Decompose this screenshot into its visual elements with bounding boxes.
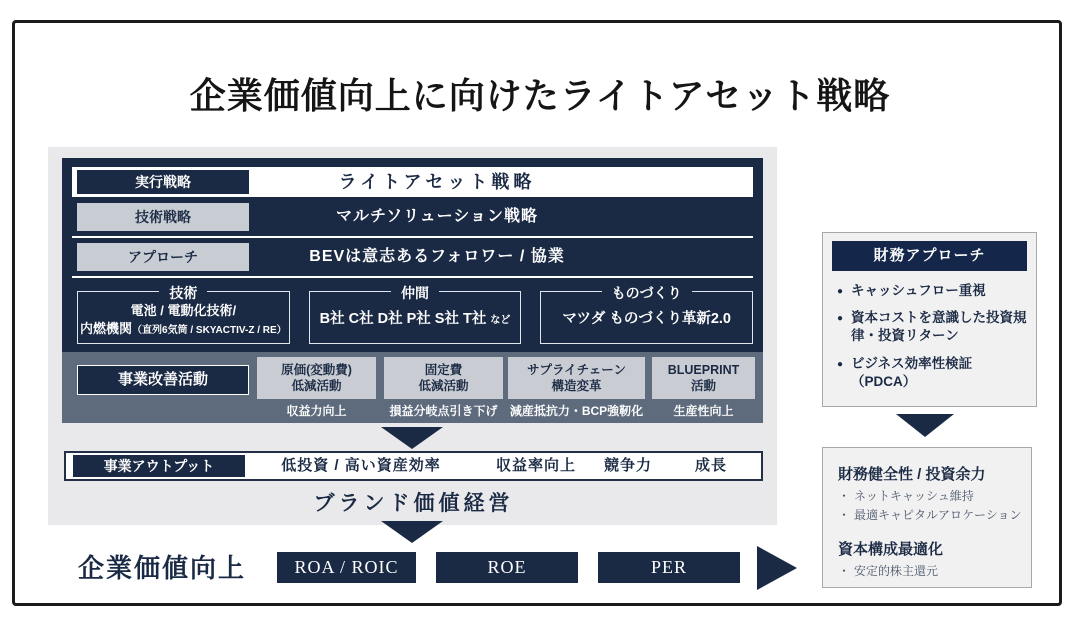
- bullet-dot-icon: ・: [838, 564, 851, 579]
- down-arrow-icon: [381, 521, 443, 543]
- improvement-box-cost: 原価(変動費) 低減活動: [257, 357, 376, 399]
- pillar-partners-line1: B社 C社 D社 P社 S社 T社: [319, 311, 487, 328]
- approach-label: アプローチ: [77, 243, 249, 271]
- finance-approach-header: 財務アプローチ: [832, 241, 1027, 271]
- pillar-partners: [309, 285, 522, 344]
- improvement-caption-supplychain: 減産抵抗力・BCP強靭化: [509, 404, 644, 418]
- kpi-per: PER: [598, 552, 740, 583]
- down-arrow-icon: [381, 427, 443, 449]
- pillar-technology-line2-detail: （直列6気筒 / SKYACTIV-Z / RE）: [132, 325, 287, 336]
- output-label: 事業アウトプット: [73, 455, 245, 477]
- improvement-box-supplychain: サプライチェーン 構造変革: [508, 357, 645, 399]
- technology-strategy-label: 技術戦略: [77, 203, 249, 231]
- kpi-roa-roic: ROA / ROIC: [277, 552, 416, 583]
- pillar-technology-line1: 電池 / 電動化技術/: [130, 303, 237, 319]
- finance-bullet: ● ビジネス効率性検証（PDCA）: [823, 355, 1036, 391]
- output-item-asset-efficiency: 低投資 / 高い資産効率: [281, 457, 441, 474]
- strategy-core-box: [62, 158, 763, 352]
- output-item-growth: 成長: [694, 457, 728, 474]
- improvement-caption-fixedcost: 損益分岐点引き下げ: [389, 404, 498, 418]
- finance-approach-box: [822, 232, 1037, 407]
- execution-strategy-label: 実行戦略: [77, 170, 249, 194]
- bullet-dot-icon: ・: [838, 489, 851, 503]
- kpi-roe: ROE: [436, 552, 578, 583]
- improvement-label: 事業改善活動: [77, 365, 249, 395]
- separator-line: [72, 276, 753, 278]
- pillar-monozukuri: [540, 285, 753, 344]
- improvement-item: [384, 352, 503, 423]
- finance-bullet: ● キャッシュフロー重視: [823, 282, 1036, 300]
- pillar-technology-line2: 内燃機関: [80, 321, 133, 336]
- improvement-caption-cost: 収益力向上: [286, 404, 347, 418]
- bullet-dot-icon: ●: [837, 358, 844, 370]
- pillar-partners-title: 仲間: [391, 283, 439, 303]
- output-item-competitiveness: 競争力: [603, 457, 653, 474]
- bullet-dot-icon: ●: [837, 286, 844, 297]
- pillar-monozukuri-title: ものづくり: [602, 283, 692, 303]
- pillar-partners-suffix: など: [490, 315, 511, 327]
- finance-result-box: [822, 447, 1032, 588]
- financial-soundness-heading: 財務健全性 / 投資余力: [838, 466, 986, 483]
- improvement-item: [652, 352, 755, 423]
- improvement-item: [508, 352, 645, 423]
- approach-value: BEVは意志あるフォロワー / 協業: [309, 248, 565, 265]
- bullet-dot-icon: ・: [838, 507, 851, 522]
- execution-strategy-row: [72, 167, 753, 197]
- result-subbullet: ・ ネットキャッシュ維持: [838, 489, 974, 503]
- finance-bullet: ● 資本コストを意識した投資規律・投資リターン: [823, 309, 1036, 345]
- down-arrow-icon: [896, 414, 954, 437]
- pillar-boxes: [77, 285, 753, 344]
- right-arrow-icon: [757, 546, 797, 590]
- improvement-box-fixedcost: 固定費 低減活動: [384, 357, 503, 399]
- result-subbullet: ・ 最適キャピタルアロケーション: [838, 507, 1022, 522]
- execution-strategy-value: ライトアセット戦略: [338, 172, 536, 192]
- improvement-band: [62, 352, 763, 423]
- capital-structure-heading: 資本構成最適化: [838, 541, 944, 559]
- corporate-value-label: 企業価値向上: [78, 553, 247, 583]
- technology-strategy-value: マルチソリューション戦略: [336, 208, 538, 225]
- result-subbullet: ・ 安定的株主還元: [838, 564, 939, 579]
- page-title: 企業価値向上に向けたライトアセット戦略: [189, 75, 891, 116]
- output-row: [64, 451, 763, 481]
- pillar-monozukuri-line1: マツダ ものづくり革新2.0: [562, 311, 731, 328]
- pillar-technology-title: 技術: [159, 283, 207, 303]
- improvement-caption-blueprint: 生産性向上: [673, 404, 734, 418]
- improvement-item: [257, 352, 376, 423]
- brand-value-management: ブランド価値経営: [313, 492, 514, 515]
- separator-line: [72, 236, 753, 238]
- bullet-dot-icon: ●: [837, 313, 844, 325]
- pillar-technology: [77, 285, 290, 344]
- improvement-box-blueprint: BLUEPRINT 活動: [652, 357, 755, 399]
- output-item-profitability: 収益率向上: [495, 457, 577, 474]
